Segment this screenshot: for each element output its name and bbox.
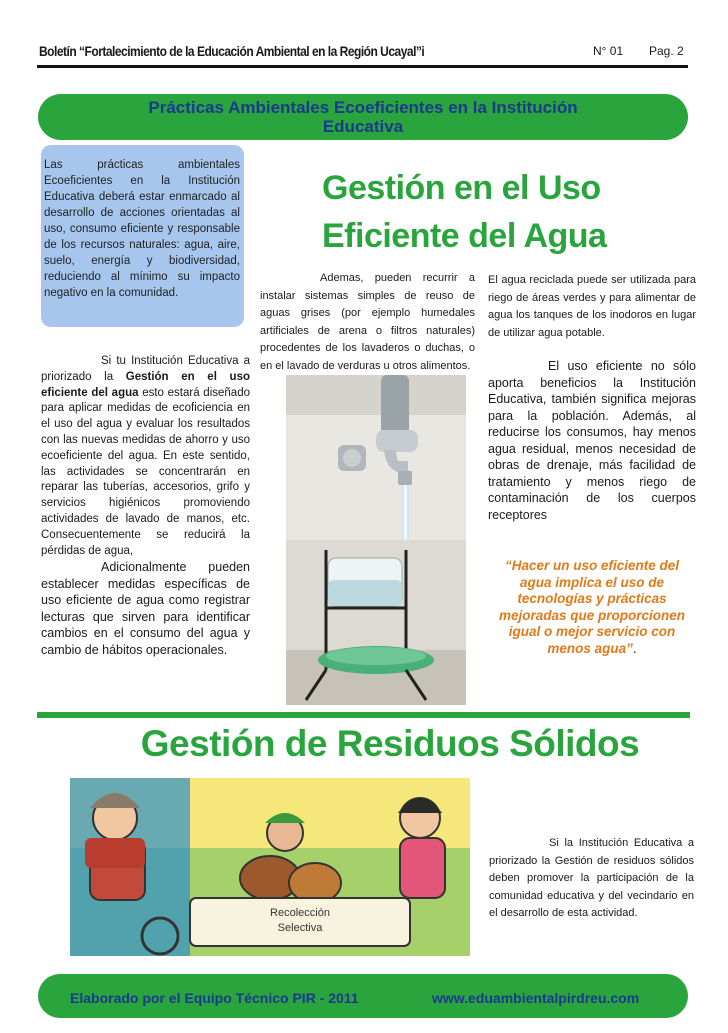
quote-end: .: [632, 640, 637, 656]
water-left-column: [41, 354, 250, 658]
water-middle-column: [260, 270, 475, 376]
water-title-line-1: Gestión en el Uso: [322, 169, 601, 207]
quote-text: “Hacer un uso eficiente del agua implica el uso de tecnologías y prácticas mejoradas que proporcionen igual o mejor servicio con menos agua”: [498, 558, 686, 656]
waste-section-title: Gestión de Residuos Sólidos: [140, 723, 640, 764]
footer-credit: Elaborado por el Equipo Técnico PIR - 2011: [70, 990, 359, 1006]
section-banner-title: [38, 98, 688, 136]
waste-paragraph: Si la Institución Educativa a priorizado la Gestión de residuos sólidos deben promover la participación de la comunidad educativa y del vecindario en el desarrollo de esta actividad.: [489, 837, 694, 920]
banner-line-1: Prácticas Ambientales Ecoeficientes en la Institución: [148, 98, 578, 117]
bulletin-title: Boletín “Fortalecimiento de la Educación Ambiental en la Región Ucayal”i: [39, 43, 425, 59]
cart-label-line-1: Recolección: [270, 907, 330, 919]
water-title-line-2: Eficiente del Agua: [322, 217, 607, 255]
left-p1-bold: Gestión en el uso eficiente del agua: [41, 370, 250, 399]
left-p1-a: Si tu Institución Educativa a priorizado la: [41, 355, 250, 383]
water-right-paragraph-1: El agua reciclada puede ser utilizada para riego de áreas verdes y para alimentar de agua los tanques de los inodoros en lugar de utilizar agua potable.: [488, 274, 696, 339]
water-right-paragraph-2: [488, 358, 696, 523]
cart-label-line-2: Selectiva: [277, 922, 323, 934]
section-divider: [37, 712, 690, 718]
page-number: Pag. 2: [649, 44, 684, 58]
banner-line-2: Educativa: [322, 117, 404, 136]
water-quote: [488, 558, 696, 657]
footer-website-link[interactable]: www.eduambientalpirdreu.com: [432, 990, 640, 1006]
header-rule: [37, 65, 688, 68]
right-p2: El uso eficiente no sólo aporta beneficios la Institución Educativa, también significa mejoras para la población. Además, al reducirse los consumos, hay menos agua residual, menos necesidad de obras de drenaje, más facilidad de tratamiento y menos riego de contaminación de los cuerpos receptores: [488, 359, 696, 522]
waste-text: [489, 835, 694, 923]
issue-number: N° 01: [593, 44, 624, 58]
recycling-drawing: [70, 778, 470, 956]
left-p1-c: esto estará diseñado para aplicar medidas de ecoficiencia en el uso del agua y evaluar los resultados con las nuevas medidas de ahorro y uso ecoeficiente del agua. En este sentido, las actividades se concentrarán en reparar las tuberías, accesorios, grifo y servicios higiénicos promoviendo actividades de lavado de manos, etc. Consecuentemente se reducirá la pérdidas de agua,: [41, 386, 250, 557]
faucet-photo: [286, 375, 466, 540]
water-section-title: [322, 164, 702, 260]
intro-text: Las prácticas ambientales Ecoeficientes en la Institución Educativa deberá estar enmarcado al desarrollo de acciones orientadas al uso, consumo eficiente y responsable de los recursos naturales: agua, aire, suelo, energía y biodiversidad, reduciendo al mínimo su impacto negativo en la comunidad.: [44, 159, 240, 299]
left-p2: Adicionalmente pueden establecer medidas específicas de uso eficiente de agua como registrar lecturas que sirven para identificar cambios en el consumo del agua y cambio de hábitos operacionales.: [41, 560, 250, 657]
mid-p1: Ademas, pueden recurrir a instalar sistemas simples de reuso de aguas grises (por ejemplo humedales artificiales de arena o filtros naturales) procedentes de los lavaderos o duchas, o en el lavado de verduras u otros alimentos.: [260, 272, 475, 372]
water-filter-photo: [286, 540, 466, 705]
